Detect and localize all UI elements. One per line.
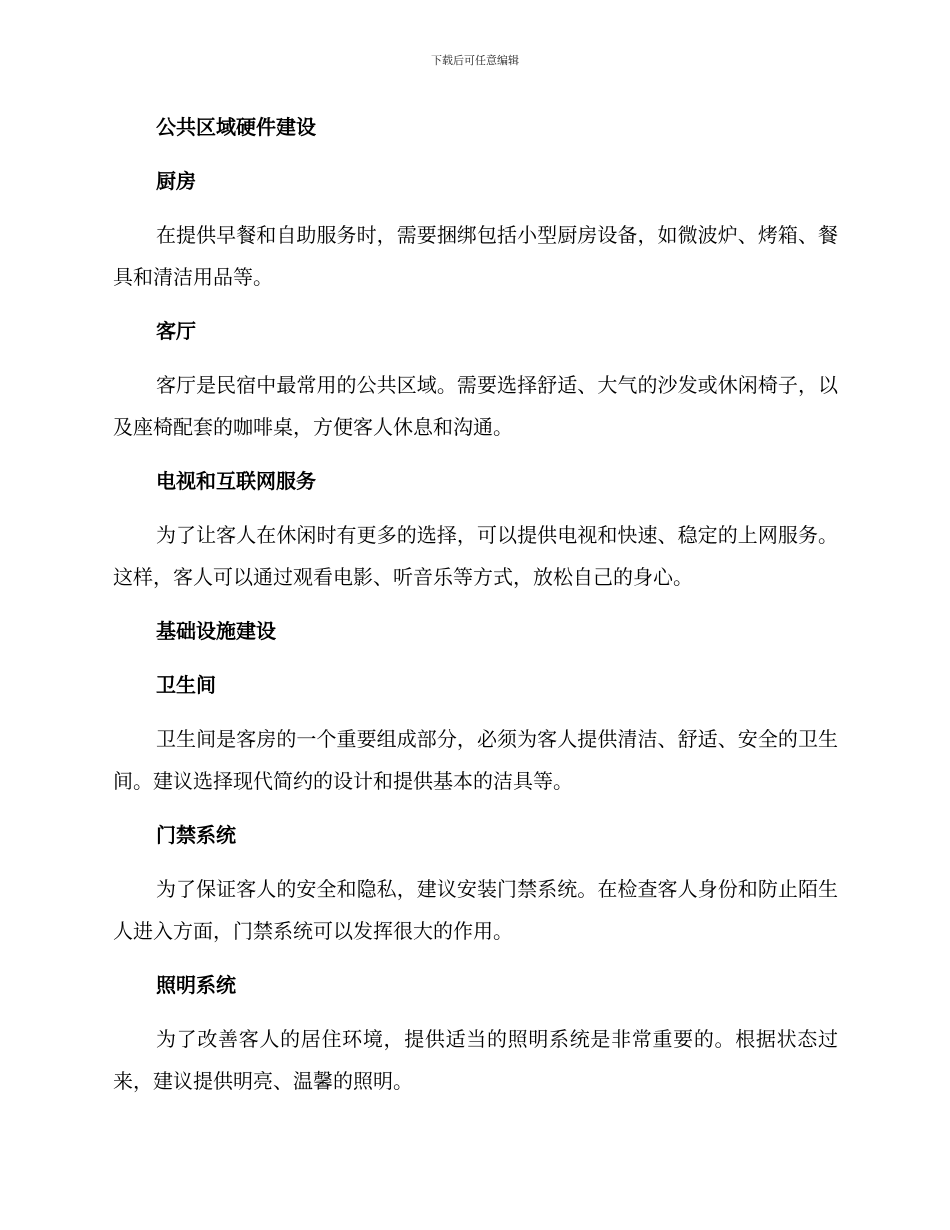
section-heading-tv-internet: 电视和互联网服务 bbox=[156, 469, 316, 493]
section-heading-kitchen: 厨房 bbox=[156, 169, 196, 193]
paragraph-tv-internet: 为了让客人在休闲时有更多的选择，可以提供电视和快速、稳定的上网服务。这样，客人可以通过观看电影、听音乐等方式，放松自己的身心。 bbox=[113, 523, 838, 589]
paragraph-bathroom: 卫生间是客房的一个重要组成部分，必须为客人提供清洁、舒适、安全的卫生间。建议选择现代简约的设计和提供基本的洁具等。 bbox=[113, 727, 838, 793]
section-heading-living-room: 客厅 bbox=[156, 319, 196, 343]
section-heading-lighting: 照明系统 bbox=[156, 973, 236, 997]
section-heading-bathroom: 卫生间 bbox=[156, 673, 216, 697]
page-header: 下载后可任意编辑 bbox=[431, 54, 519, 67]
paragraph-access-control: 为了保证客人的安全和隐私，建议安装门禁系统。在检查客人身份和防止陌生人进入方面，门禁系统可以发挥很大的作用。 bbox=[113, 877, 838, 943]
paragraph-living-room: 客厅是民宿中最常用的公共区域。需要选择舒适、大气的沙发或休闲椅子，以及座椅配套的咖啡桌，方便客人休息和沟通。 bbox=[113, 373, 838, 439]
document-body bbox=[113, 108, 838, 1102]
section-heading-public-area: 公共区域硬件建设 bbox=[156, 115, 316, 139]
section-heading-access-control: 门禁系统 bbox=[156, 823, 236, 847]
paragraph-lighting: 为了改善客人的居住环境，提供适当的照明系统是非常重要的。根据状态过来，建议提供明亮、温馨的照明。 bbox=[113, 1027, 838, 1093]
paragraph-kitchen: 在提供早餐和自助服务时，需要捆绑包括小型厨房设备，如微波炉、烤箱、餐具和清洁用品等。 bbox=[113, 223, 838, 289]
section-heading-infrastructure: 基础设施建设 bbox=[156, 619, 276, 643]
